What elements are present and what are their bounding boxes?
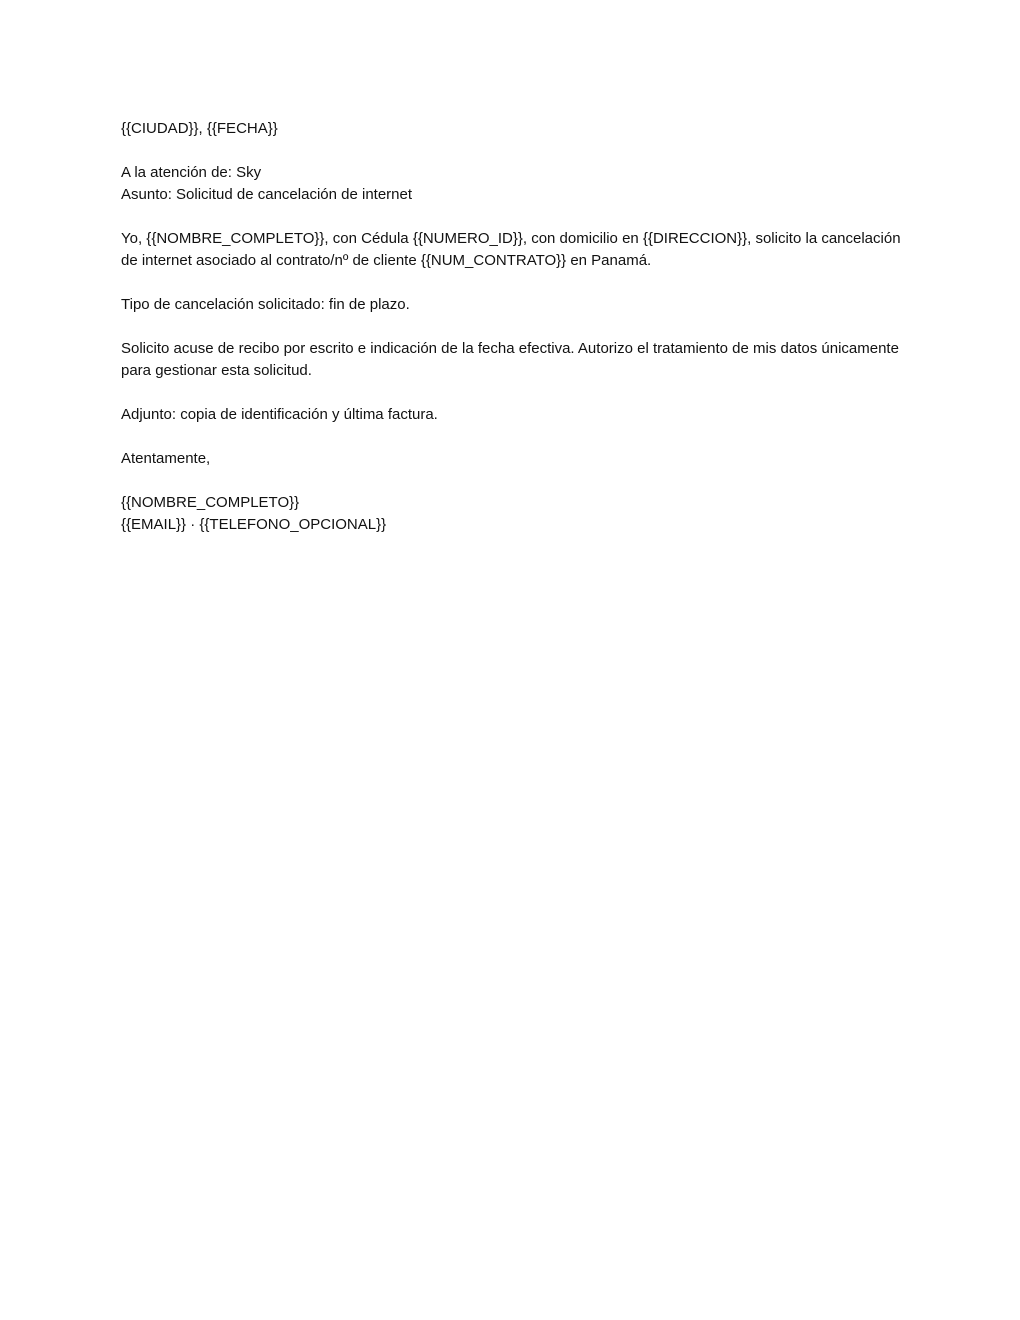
acknowledgment-text: Solicito acuse de recibo por escrito e indicación de la fecha efectiva. Autorizo el tratamiento de mis datos únicamente para gestionar esta solicitud. — [121, 340, 904, 379]
cancellation-type-text: Tipo de cancelación solicitado: fin de plazo. — [121, 296, 410, 313]
dateline-text: {{CIUDAD}}, {{FECHA}} — [121, 120, 278, 137]
signature-block — [121, 492, 902, 536]
cancellation-type-line — [121, 294, 902, 316]
subject-line: Asunto: Solicitud de cancelación de internet — [121, 186, 413, 203]
recipient-block — [121, 162, 902, 206]
closing-text: Atentamente, — [121, 450, 211, 467]
attachment-line — [121, 404, 902, 426]
dateline — [121, 118, 902, 140]
attention-line: A la atención de: Sky — [121, 164, 262, 181]
body-paragraph-text: Yo, {{NOMBRE_COMPLETO}}, con Cédula {{NUMERO_ID}}, con domicilio en {{DIRECCION}}, solicito la cancelación de internet asociado al contrato/nº de cliente {{NUM_CONTRATO}} en Panamá. — [121, 230, 905, 269]
body-paragraph — [121, 228, 905, 272]
signature-contact: {{EMAIL}} · {{TELEFONO_OPCIONAL}} — [121, 516, 387, 533]
attachment-text: Adjunto: copia de identificación y última factura. — [121, 406, 438, 423]
closing-line — [121, 448, 902, 470]
acknowledgment-paragraph — [121, 338, 902, 382]
signature-name: {{NOMBRE_COMPLETO}} — [121, 494, 300, 511]
